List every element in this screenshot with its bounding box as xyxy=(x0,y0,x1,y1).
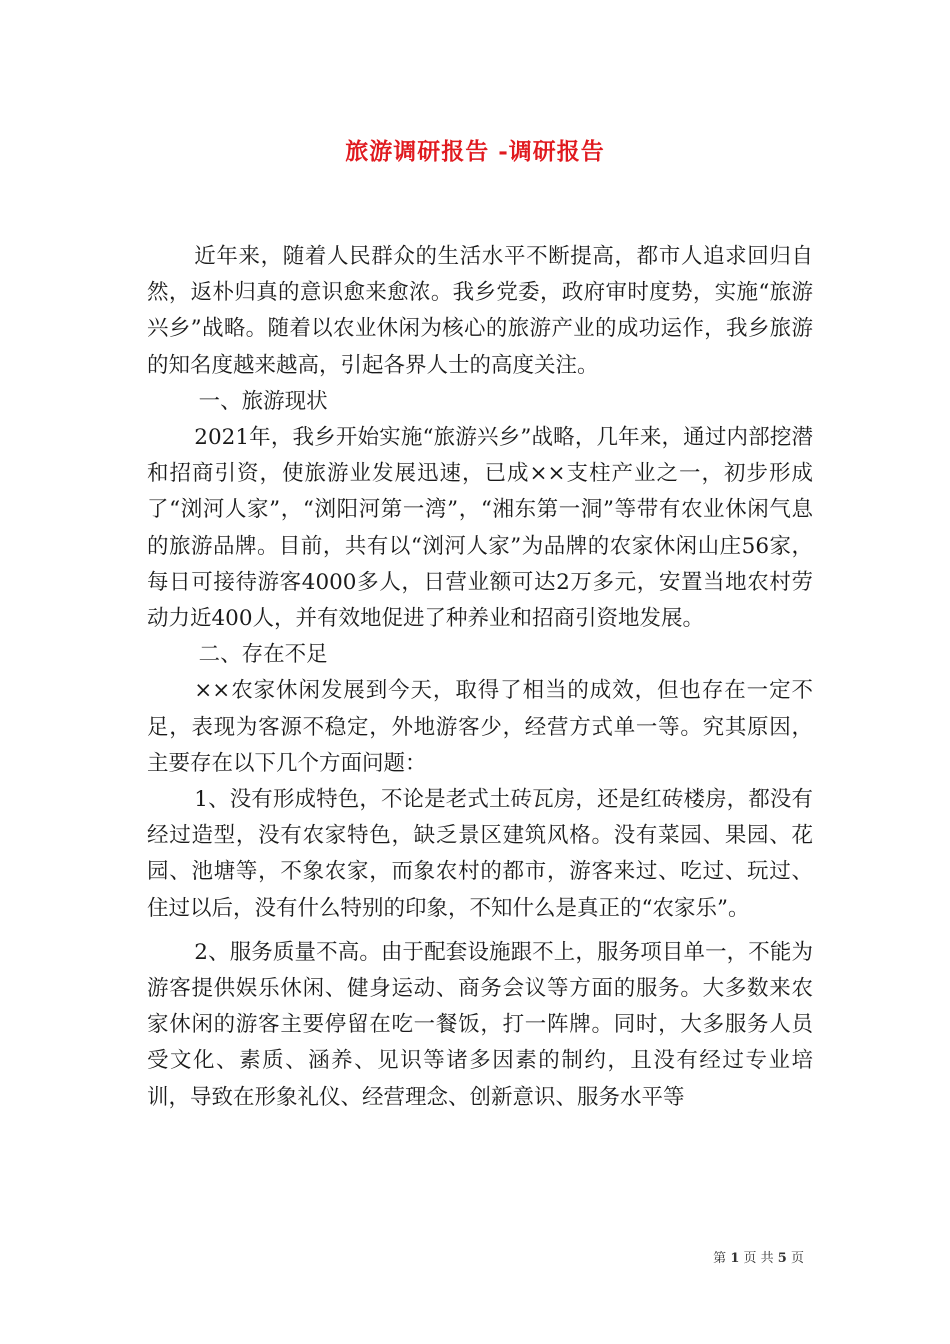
paragraph-shortcomings: ××农家休闲发展到今天，取得了相当的成效，但也存在一定不足，表现为客源不稳定，外地游客少，经营方式单一等。究其原因，主要存在以下几个方面问题： xyxy=(147,678,813,776)
footer-prefix: 第 xyxy=(713,1251,727,1266)
section-heading-current-status: 一、旅游现状 xyxy=(198,388,328,414)
paragraph-current-status: 2021年，我乡开始实施“旅游兴乡”战略，几年来，通过内部挖潜和招商引资，使旅游业发展迅速，已成××支柱产业之一，初步形成了“浏河人家”，“浏阳河第一湾”，“湘东第一洞”等带有农业休闲气息的旅游品牌。目前，共有以“浏河人家”为品牌的农家休闲山庄56家，每日可接待游客4000多人，日营业额可达2万多元，安置当地农村劳动力近400人，并有效地促进了种养业和招商引资地发展。 xyxy=(147,425,813,632)
paragraph-spacer xyxy=(147,927,813,935)
paragraph-point-2: 2、服务质量不高。由于配套设施跟不上，服务项目单一，不能为游客提供娱乐休闲、健身运动、商务会议等方面的服务。大多数来农家休闲的游客主要停留在吃一餐饭，打一阵牌。同时，大多服务人员受文化、素质、涵养、见识等诸多因素的制约，且没有经过专业培训，导致在形象礼仪、经营理念、创新意识、服务水平等 xyxy=(147,939,813,1110)
section-heading-shortcomings: 二、存在不足 xyxy=(198,642,328,668)
document-body xyxy=(147,239,813,1116)
footer-suffix: 页 xyxy=(790,1251,804,1266)
document-title: 旅游调研报告 -调研报告 xyxy=(345,138,605,165)
paragraph-intro: 近年来，随着人民群众的生活水平不断提高，都市人追求回归自然，返朴归真的意识愈来愈浓。我乡党委，政府审时度势，实施“旅游兴乡”战略。随着以农业休闲为核心的旅游产业的成功运作，我乡旅游的知名度越来越高，引起各界人士的高度关注。 xyxy=(147,244,813,378)
footer-total-pages: 5 xyxy=(777,1251,787,1266)
page-footer xyxy=(713,1247,804,1266)
footer-middle: 页 共 xyxy=(743,1251,774,1266)
paragraph-point-1: 1、没有形成特色，不论是老式土砖瓦房，还是红砖楼房，都没有经过造型，没有农家特色，缺乏景区建筑风格。没有菜园、果园、花园、池塘等，不象农家，而象农村的都市，游客来过、吃过、玩过、住过以后，没有什么特别的印象，不知什么是真正的“农家乐”。 xyxy=(147,787,813,921)
footer-page-number: 1 xyxy=(730,1251,740,1266)
